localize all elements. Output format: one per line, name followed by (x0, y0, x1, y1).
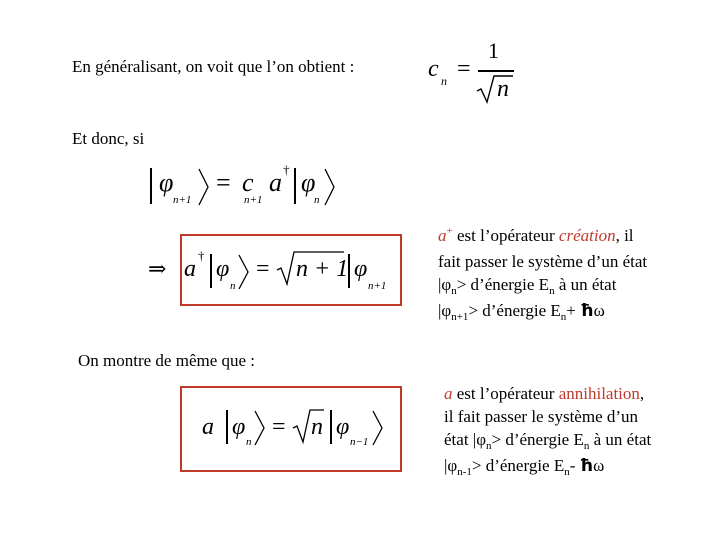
ket-bar-left-2 (294, 168, 296, 204)
phi-symbol-2: φ (336, 414, 350, 440)
annihilation-description (444, 382, 651, 480)
to-state-text: à un état (554, 275, 617, 294)
omega-symbol: ω (593, 456, 605, 475)
energy-text-2: > d’énergie E (468, 301, 561, 320)
phi-symbol-2: φ (301, 168, 316, 197)
ket-angle (254, 410, 266, 446)
creation-desc-text: est l’opérateur (452, 226, 559, 245)
cn-denominator: n (497, 76, 509, 102)
annihil-desc-line4 (444, 454, 651, 480)
equals-sign: = (272, 414, 286, 440)
sqrt-argument: n (311, 414, 323, 440)
et-donc-text: Et donc, si (72, 129, 145, 148)
plus-sign: + (566, 301, 581, 320)
ket-open-2: |φ (438, 301, 452, 320)
ket-bar-left-1 (150, 168, 152, 204)
ket-open-2: |φ (444, 456, 458, 475)
phi-symbol: φ (216, 256, 230, 282)
phi-symbol: φ (232, 414, 246, 440)
sub-n: n (314, 194, 320, 206)
sub-n1-c: n+1 (244, 194, 263, 206)
c-symbol: c (242, 168, 254, 197)
ket-angle-1 (198, 168, 210, 206)
energy-sub: n (549, 285, 555, 297)
minus-sign: - (569, 456, 580, 475)
intro-text: En généralisant, on voit que l’on obtient : (72, 57, 355, 76)
ket-bar (210, 254, 212, 288)
phi-symbol-2: φ (354, 256, 368, 282)
equals-sign: = (216, 168, 231, 197)
ket-angle-2 (324, 168, 336, 206)
ket-sub: n (451, 285, 457, 297)
ket-bar-2 (348, 254, 350, 288)
energy-sub: n (583, 440, 590, 452)
annihil-desc-end: , (639, 384, 645, 403)
creation-desc-end: , il (615, 226, 634, 245)
a-symbol: a (184, 256, 196, 282)
ket-sub-2: n-1 (457, 466, 472, 478)
ket-sub-2: n+1 (451, 311, 469, 323)
annihilation-equation (198, 402, 398, 458)
a-plus-sup: + (446, 225, 453, 237)
cn-formula (428, 38, 528, 108)
energy-sub-2: n (560, 311, 567, 323)
dagger-symbol: † (198, 248, 205, 263)
equals-sign: = (256, 256, 270, 282)
annihil-desc-text: est l’opérateur (452, 384, 559, 403)
state-ket-sub: n (486, 440, 492, 452)
creation-desc-line4 (438, 299, 647, 325)
ket-bar (226, 410, 228, 444)
annihilation-keyword: annihilation (558, 384, 640, 403)
state-ket-open: état |φ (444, 430, 487, 449)
energy-text: > d’énergie E (456, 275, 550, 294)
creation-desc-line2: fait passer le système d’un état (438, 252, 648, 271)
sub-n1: n+1 (368, 280, 387, 292)
implies-arrow: ⇒ (148, 256, 167, 281)
creation-equation (150, 162, 340, 212)
a-symbol: a (269, 168, 282, 197)
sub-n-1: n−1 (350, 436, 369, 448)
ket-angle-2 (372, 410, 384, 446)
omega-symbol: ω (593, 301, 605, 320)
cn-symbol: c (428, 56, 439, 82)
sub-n: n (246, 436, 252, 448)
ket-angle (238, 254, 250, 290)
hbar-symbol: ħ (579, 456, 594, 476)
phi-symbol: φ (159, 168, 174, 197)
ket-bar-2 (330, 410, 332, 444)
cn-numerator: 1 (488, 38, 499, 63)
hbar-symbol: ħ (580, 301, 594, 321)
annihil-desc-line2: il fait passer le système d’un (444, 407, 639, 426)
creation-description (438, 224, 647, 325)
creation-result-equation (148, 242, 398, 298)
on-montre-text: On montre de même que : (78, 351, 256, 370)
dagger-symbol: † (283, 162, 290, 177)
creation-desc-line1 (438, 224, 647, 250)
ket-open: |φ (438, 275, 452, 294)
a-symbol: a (202, 414, 214, 440)
creation-keyword: création (558, 226, 616, 245)
energy-text-2: > d’énergie E (471, 456, 565, 475)
annihil-desc-line1 (444, 382, 651, 405)
sub-n1: n+1 (173, 194, 192, 206)
energy-text: > d’énergie E (491, 430, 584, 449)
sub-n: n (230, 280, 236, 292)
creation-desc-line3 (438, 273, 647, 299)
cn-equals: = (457, 56, 471, 82)
sqrt-argument: n + 1 (296, 256, 349, 282)
fraction-bar (478, 70, 514, 72)
a-symbol-red: a (444, 384, 453, 403)
a-plus-symbol: a (438, 226, 447, 245)
energy-sub-2: n (564, 466, 570, 478)
annihil-desc-line3 (444, 428, 651, 454)
cn-subscript: n (441, 74, 447, 88)
to-state-text: à un état (589, 430, 652, 449)
